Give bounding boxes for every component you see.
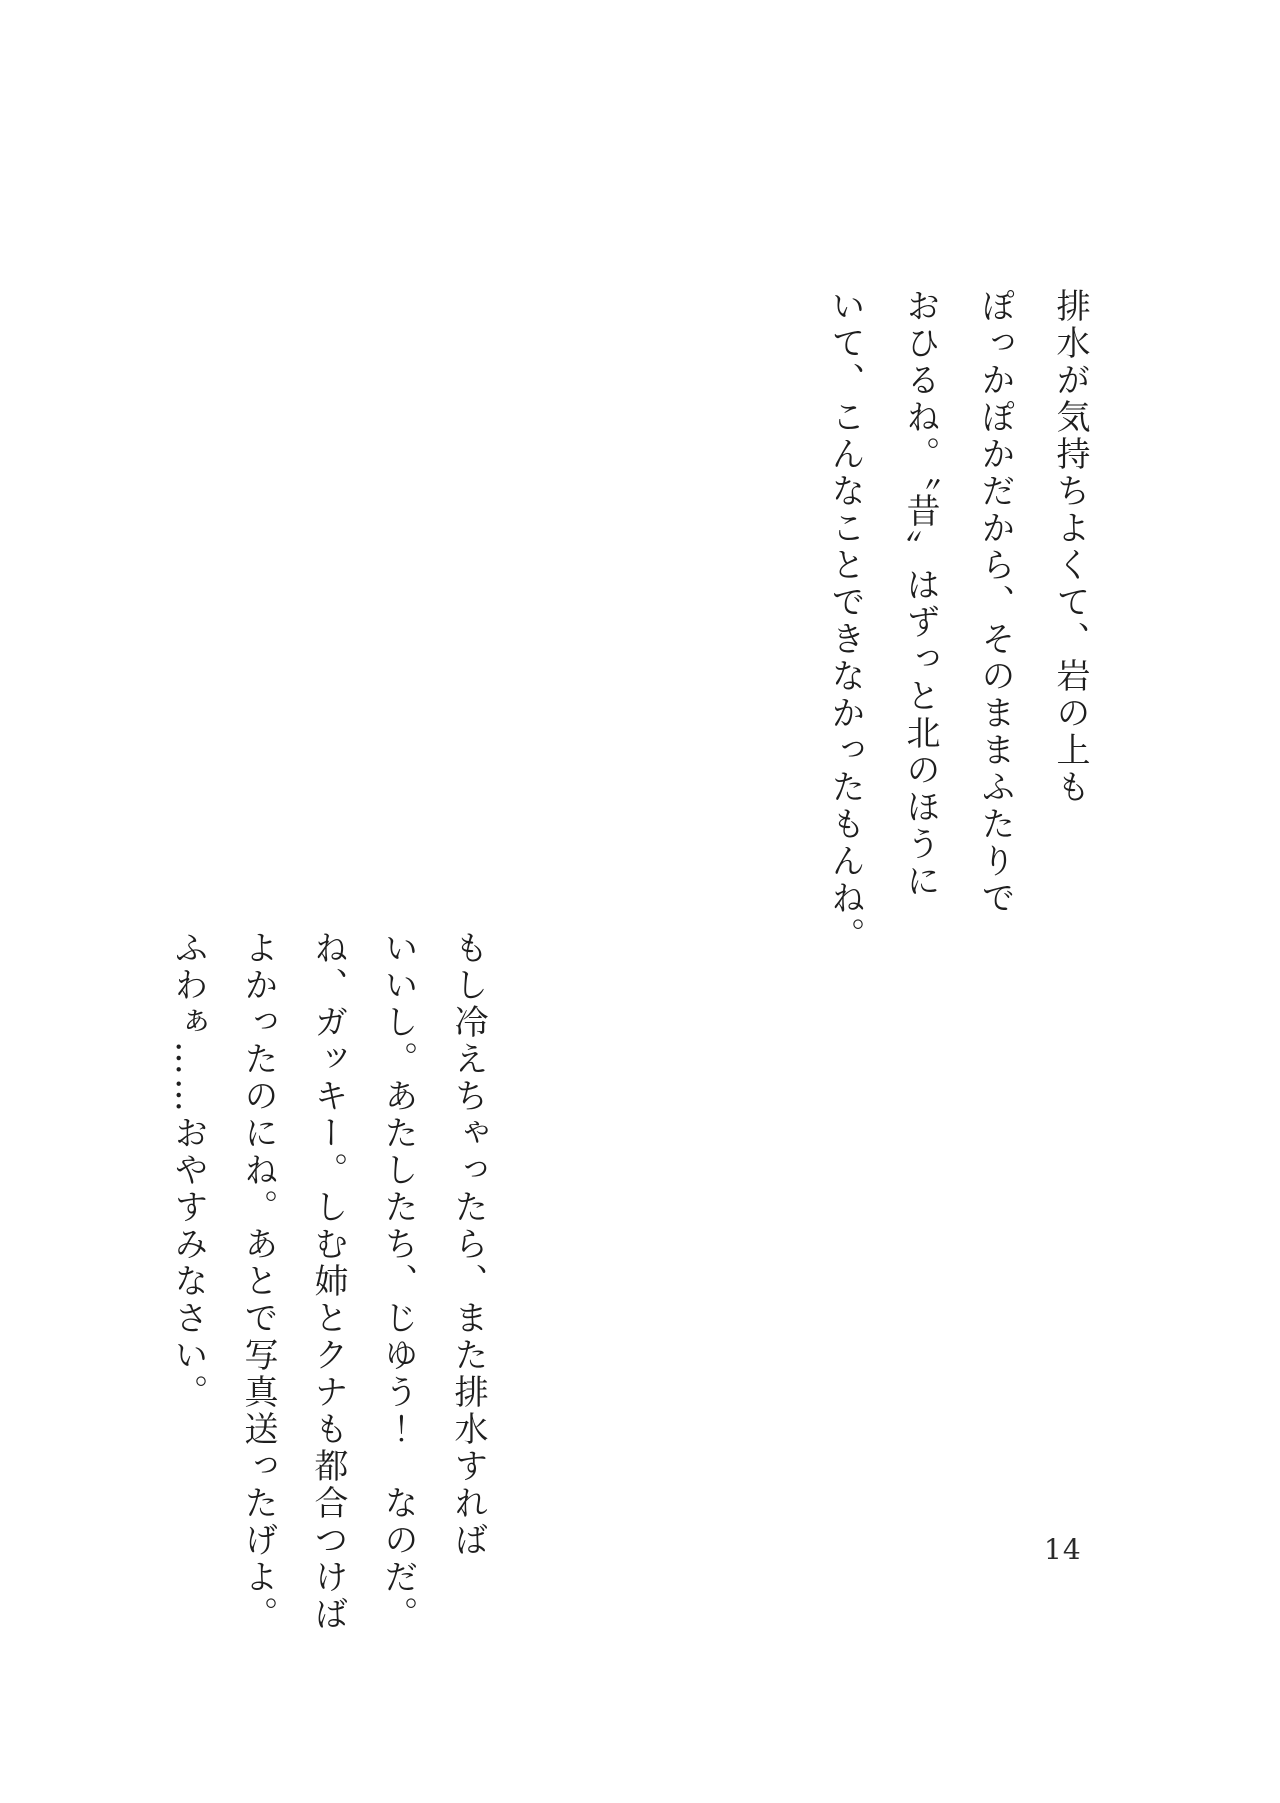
paragraph-bottom-line-5: ふわぁ……おやすみなさい。 bbox=[168, 930, 208, 1411]
paragraph-top-line-1: 排水が気持ちよくて、岩の上も bbox=[1050, 288, 1090, 806]
paragraph-top-line-2: ぽっかぽかだから、そのままふたりで bbox=[975, 288, 1015, 917]
paragraph-top-line-3: おひるね。〝昔〟はずっと北のほうに bbox=[900, 288, 940, 900]
paragraph-bottom-line-1: もし冷えちゃったら、また排水すれば bbox=[448, 930, 488, 1559]
paragraph-bottom-line-2: いいし。あたしたち、じゆう！ なのだ。 bbox=[378, 930, 418, 1633]
paragraph-top bbox=[825, 288, 1090, 988]
paragraph-bottom bbox=[168, 930, 488, 1690]
paragraph-bottom-line-4: よかったのにね。あとで写真送ったげよ。 bbox=[238, 930, 278, 1633]
page-number: 14 bbox=[1044, 1533, 1082, 1566]
paragraph-bottom-line-3: ね、ガッキー。しむ姉とクナも都合つけば bbox=[308, 930, 348, 1633]
paragraph-top-line-4: いて、こんなことできなかったもんね。 bbox=[825, 288, 865, 954]
